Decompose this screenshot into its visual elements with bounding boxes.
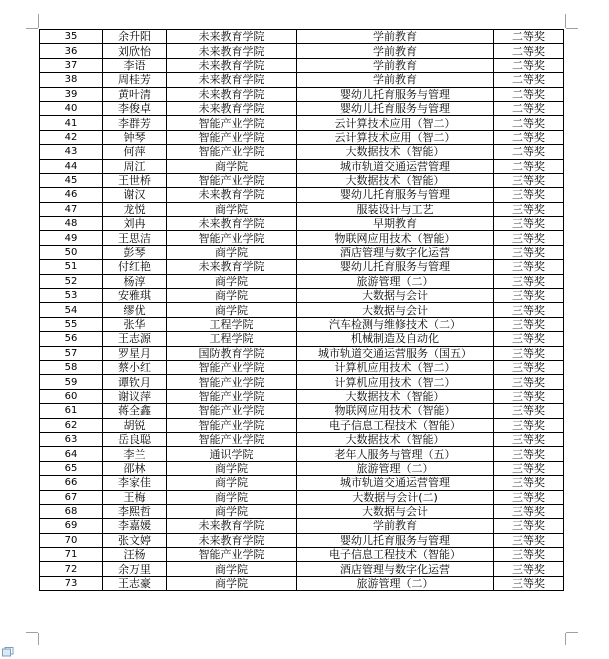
award-level: 三等奖 [494, 432, 564, 446]
student-name: 周江 [103, 159, 167, 173]
student-name: 李俊卓 [103, 101, 167, 115]
row-number: 37 [40, 58, 103, 72]
major: 学前教育 [297, 519, 494, 533]
row-number: 59 [40, 375, 103, 389]
major: 电子信息工程技术（智能） [297, 418, 494, 432]
table-row [40, 533, 564, 547]
award-level: 二等奖 [494, 159, 564, 173]
major: 婴幼儿托育服务与管理 [297, 101, 494, 115]
table-row [40, 461, 564, 475]
student-name: 龙悦 [103, 202, 167, 216]
student-name: 李熙哲 [103, 504, 167, 518]
award-level: 三等奖 [494, 289, 564, 303]
major: 城市轨道交通运营管理 [297, 476, 494, 490]
table-row [40, 332, 564, 346]
row-number: 56 [40, 332, 103, 346]
college: 未来教育学院 [167, 188, 297, 202]
table-row [40, 245, 564, 259]
college: 商学院 [167, 245, 297, 259]
college: 智能产业学院 [167, 389, 297, 403]
award-level: 三等奖 [494, 260, 564, 274]
major: 学前教育 [297, 58, 494, 72]
student-name: 蔡小红 [103, 360, 167, 374]
row-number: 41 [40, 116, 103, 130]
major: 大数据与会计 [297, 303, 494, 317]
table-row [40, 360, 564, 374]
table-row [40, 260, 564, 274]
table-row [40, 519, 564, 533]
row-number: 53 [40, 289, 103, 303]
major: 婴幼儿托育服务与管理 [297, 188, 494, 202]
college: 未来教育学院 [167, 44, 297, 58]
award-level: 三等奖 [494, 202, 564, 216]
award-level: 三等奖 [494, 360, 564, 374]
student-name: 刘冉 [103, 217, 167, 231]
college: 未来教育学院 [167, 101, 297, 115]
college: 智能产业学院 [167, 173, 297, 187]
row-number: 72 [40, 562, 103, 576]
major: 物联网应用技术（智能） [297, 231, 494, 245]
table-row [40, 576, 564, 590]
major: 汽车检测与维修技术（二） [297, 317, 494, 331]
table-row [40, 504, 564, 518]
college: 未来教育学院 [167, 58, 297, 72]
major: 学前教育 [297, 44, 494, 58]
table-row [40, 490, 564, 504]
award-level: 三等奖 [494, 562, 564, 576]
major: 大数据技术（智能） [297, 389, 494, 403]
table-row [40, 116, 564, 130]
college: 未来教育学院 [167, 217, 297, 231]
award-level: 三等奖 [494, 548, 564, 562]
student-name: 周桂芳 [103, 73, 167, 87]
table-row [40, 145, 564, 159]
award-level: 三等奖 [494, 274, 564, 288]
major: 学前教育 [297, 30, 494, 44]
major: 大数据技术（智能） [297, 432, 494, 446]
student-name: 谢汉 [103, 188, 167, 202]
student-name: 王志豪 [103, 576, 167, 590]
row-number: 52 [40, 274, 103, 288]
row-number: 39 [40, 87, 103, 101]
student-name: 刘欣怡 [103, 44, 167, 58]
row-number: 61 [40, 404, 103, 418]
major: 婴幼儿托育服务与管理 [297, 260, 494, 274]
major: 服装设计与工艺 [297, 202, 494, 216]
row-number: 44 [40, 159, 103, 173]
table-row [40, 418, 564, 432]
college: 未来教育学院 [167, 260, 297, 274]
row-number: 66 [40, 476, 103, 490]
major: 早期教育 [297, 217, 494, 231]
student-name: 王梅 [103, 490, 167, 504]
major: 大数据技术（智能） [297, 173, 494, 187]
major: 云计算技术应用（智二） [297, 116, 494, 130]
college: 商学院 [167, 274, 297, 288]
college: 国防教育学院 [167, 346, 297, 360]
crop-mark-bottom-left-v [38, 633, 39, 645]
row-number: 36 [40, 44, 103, 58]
college: 智能产业学院 [167, 375, 297, 389]
student-name: 汪杨 [103, 548, 167, 562]
award-level: 三等奖 [494, 332, 564, 346]
row-number: 45 [40, 173, 103, 187]
table-row [40, 44, 564, 58]
college: 商学院 [167, 576, 297, 590]
student-name: 谢议萍 [103, 389, 167, 403]
award-level: 三等奖 [494, 173, 564, 187]
award-level: 三等奖 [494, 576, 564, 590]
college: 智能产业学院 [167, 548, 297, 562]
college: 工程学院 [167, 317, 297, 331]
award-level: 三等奖 [494, 504, 564, 518]
row-number: 58 [40, 360, 103, 374]
table-row [40, 548, 564, 562]
award-level: 二等奖 [494, 130, 564, 144]
major: 云计算技术应用（智二） [297, 130, 494, 144]
college: 智能产业学院 [167, 130, 297, 144]
table-row [40, 173, 564, 187]
crop-mark-top-right-h [566, 28, 578, 29]
table-row [40, 58, 564, 72]
award-level: 二等奖 [494, 116, 564, 130]
student-name: 缪优 [103, 303, 167, 317]
college: 商学院 [167, 476, 297, 490]
award-level: 三等奖 [494, 519, 564, 533]
table-row [40, 73, 564, 87]
student-name: 李群芳 [103, 116, 167, 130]
row-number: 46 [40, 188, 103, 202]
major: 酒店管理与数字化运营 [297, 562, 494, 576]
row-number: 50 [40, 245, 103, 259]
student-name: 李家佳 [103, 476, 167, 490]
major: 旅游管理（二） [297, 274, 494, 288]
student-name: 罗星月 [103, 346, 167, 360]
award-table-body [40, 30, 564, 591]
major: 计算机应用技术（智二） [297, 375, 494, 389]
table-row [40, 159, 564, 173]
college: 智能产业学院 [167, 145, 297, 159]
row-number: 68 [40, 504, 103, 518]
table-row [40, 562, 564, 576]
award-level: 三等奖 [494, 245, 564, 259]
student-name: 王思洁 [103, 231, 167, 245]
row-number: 51 [40, 260, 103, 274]
college: 未来教育学院 [167, 30, 297, 44]
award-level: 三等奖 [494, 404, 564, 418]
major: 物联网应用技术（智能） [297, 404, 494, 418]
award-level: 二等奖 [494, 44, 564, 58]
student-name: 张文婷 [103, 533, 167, 547]
college: 智能产业学院 [167, 418, 297, 432]
award-level: 三等奖 [494, 217, 564, 231]
row-number: 49 [40, 231, 103, 245]
award-level: 二等奖 [494, 73, 564, 87]
college: 智能产业学院 [167, 116, 297, 130]
award-level: 三等奖 [494, 533, 564, 547]
student-name: 岳良聪 [103, 432, 167, 446]
major: 婴幼儿托育服务与管理 [297, 87, 494, 101]
student-name: 黄叶清 [103, 87, 167, 101]
row-number: 67 [40, 490, 103, 504]
row-number: 54 [40, 303, 103, 317]
table-row [40, 130, 564, 144]
row-number: 70 [40, 533, 103, 547]
major: 婴幼儿托育服务与管理 [297, 533, 494, 547]
row-number: 64 [40, 447, 103, 461]
award-level: 二等奖 [494, 145, 564, 159]
award-level: 三等奖 [494, 231, 564, 245]
award-level: 三等奖 [494, 303, 564, 317]
award-level: 三等奖 [494, 490, 564, 504]
row-number: 69 [40, 519, 103, 533]
row-number: 71 [40, 548, 103, 562]
document-corner-icon [2, 647, 14, 657]
college: 商学院 [167, 562, 297, 576]
award-level: 三等奖 [494, 389, 564, 403]
student-name: 谭钦月 [103, 375, 167, 389]
award-level: 三等奖 [494, 447, 564, 461]
student-name: 李嘉媛 [103, 519, 167, 533]
row-number: 63 [40, 432, 103, 446]
college: 商学院 [167, 461, 297, 475]
student-name: 李语 [103, 58, 167, 72]
major: 城市轨道交通运营服务（国五） [297, 346, 494, 360]
student-name: 邵林 [103, 461, 167, 475]
table-row [40, 289, 564, 303]
award-level: 二等奖 [494, 30, 564, 44]
major: 大数据技术（智能） [297, 145, 494, 159]
major: 大数据与会计 [297, 289, 494, 303]
college: 未来教育学院 [167, 519, 297, 533]
student-name: 余升阳 [103, 30, 167, 44]
student-name: 蒋全鑫 [103, 404, 167, 418]
major: 旅游管理（二） [297, 576, 494, 590]
row-number: 62 [40, 418, 103, 432]
award-table [39, 29, 564, 591]
student-name: 杨淳 [103, 274, 167, 288]
table-row [40, 404, 564, 418]
row-number: 42 [40, 130, 103, 144]
student-name: 张华 [103, 317, 167, 331]
award-level: 三等奖 [494, 375, 564, 389]
college: 未来教育学院 [167, 533, 297, 547]
award-level: 三等奖 [494, 346, 564, 360]
major: 老年人服务与管理（五） [297, 447, 494, 461]
table-row [40, 274, 564, 288]
crop-mark-bottom-right-v [565, 633, 566, 645]
major: 电子信息工程技术（智能） [297, 548, 494, 562]
table-row [40, 447, 564, 461]
award-level: 三等奖 [494, 418, 564, 432]
college: 智能产业学院 [167, 432, 297, 446]
row-number: 48 [40, 217, 103, 231]
college: 智能产业学院 [167, 404, 297, 418]
table-row [40, 87, 564, 101]
table-row [40, 202, 564, 216]
college: 商学院 [167, 504, 297, 518]
table-row [40, 101, 564, 115]
award-level: 三等奖 [494, 188, 564, 202]
college: 工程学院 [167, 332, 297, 346]
row-number: 57 [40, 346, 103, 360]
table-row [40, 317, 564, 331]
college: 未来教育学院 [167, 73, 297, 87]
award-level: 三等奖 [494, 461, 564, 475]
award-level: 二等奖 [494, 87, 564, 101]
student-name: 王世桥 [103, 173, 167, 187]
table-row [40, 30, 564, 44]
table-row [40, 231, 564, 245]
major: 机械制造及自动化 [297, 332, 494, 346]
college: 商学院 [167, 289, 297, 303]
student-name: 余万里 [103, 562, 167, 576]
table-row [40, 346, 564, 360]
crop-mark-bottom-right-h [566, 632, 578, 633]
table-row [40, 188, 564, 202]
major: 城市轨道交通运营管理 [297, 159, 494, 173]
college: 商学院 [167, 159, 297, 173]
college: 通识学院 [167, 447, 297, 461]
major: 大数据与会计(二) [297, 490, 494, 504]
row-number: 47 [40, 202, 103, 216]
row-number: 38 [40, 73, 103, 87]
student-name: 胡锐 [103, 418, 167, 432]
table-row [40, 432, 564, 446]
major: 学前教育 [297, 73, 494, 87]
crop-mark-top-left-h [26, 28, 38, 29]
college: 智能产业学院 [167, 231, 297, 245]
college: 商学院 [167, 303, 297, 317]
student-name: 安雅琪 [103, 289, 167, 303]
table-row [40, 389, 564, 403]
row-number: 73 [40, 576, 103, 590]
row-number: 60 [40, 389, 103, 403]
major: 旅游管理（二） [297, 461, 494, 475]
award-level: 三等奖 [494, 476, 564, 490]
table-row [40, 303, 564, 317]
student-name: 钟琴 [103, 130, 167, 144]
row-number: 35 [40, 30, 103, 44]
award-level: 二等奖 [494, 58, 564, 72]
student-name: 何萍 [103, 145, 167, 159]
crop-mark-top-left-v [38, 14, 39, 28]
college: 未来教育学院 [167, 87, 297, 101]
row-number: 40 [40, 101, 103, 115]
table-row [40, 217, 564, 231]
row-number: 43 [40, 145, 103, 159]
student-name: 王志源 [103, 332, 167, 346]
college: 智能产业学院 [167, 360, 297, 374]
student-name: 彭琴 [103, 245, 167, 259]
award-level: 二等奖 [494, 101, 564, 115]
award-level: 三等奖 [494, 317, 564, 331]
crop-mark-top-right-v [565, 14, 566, 28]
major: 计算机应用技术（智二） [297, 360, 494, 374]
table-row [40, 375, 564, 389]
major: 大数据与会计 [297, 504, 494, 518]
college: 商学院 [167, 490, 297, 504]
college: 商学院 [167, 202, 297, 216]
student-name: 付红艳 [103, 260, 167, 274]
student-name: 李兰 [103, 447, 167, 461]
crop-mark-bottom-left-h [26, 632, 38, 633]
table-row [40, 476, 564, 490]
row-number: 55 [40, 317, 103, 331]
major: 酒店管理与数字化运营 [297, 245, 494, 259]
row-number: 65 [40, 461, 103, 475]
